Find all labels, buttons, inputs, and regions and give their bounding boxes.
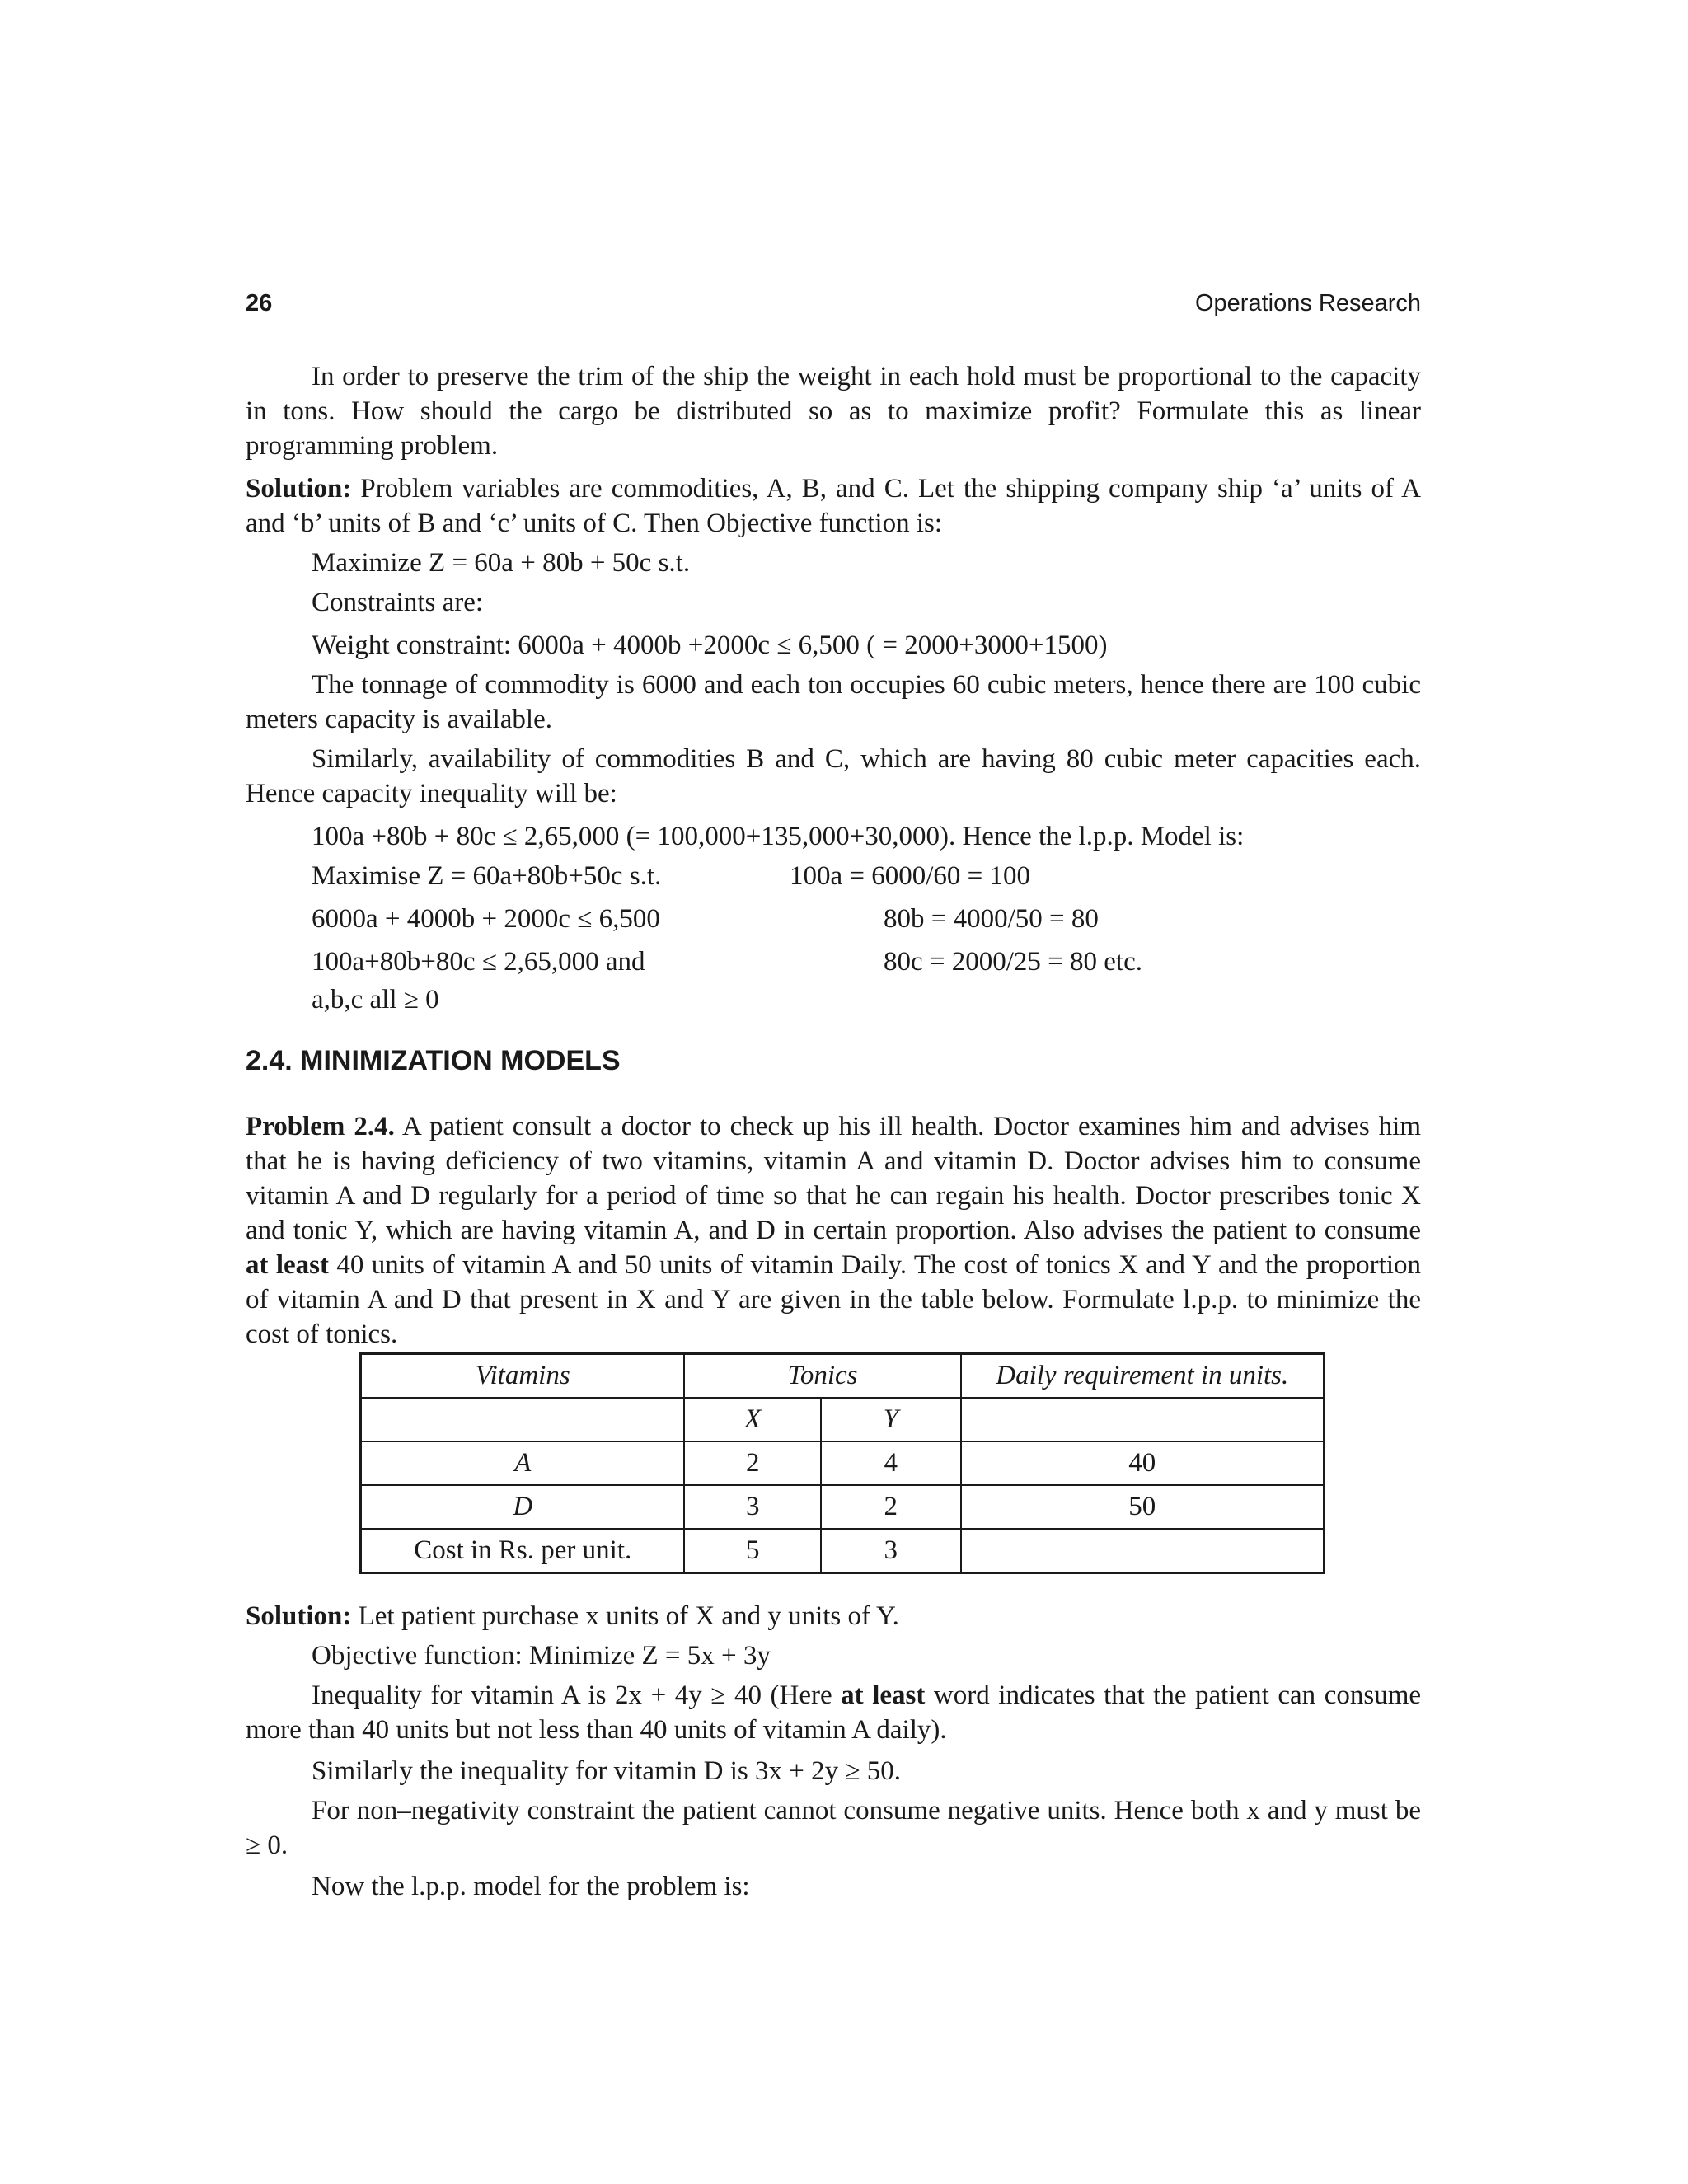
problem-statement	[246, 1109, 1421, 1352]
objective-maximize: Maximize Z = 60a + 80b + 50c s.t.	[312, 548, 691, 578]
header-tonics: Tonics	[684, 1354, 960, 1399]
model-capacity-constraint: 100a+80b+80c ≤ 2,65,000 and	[312, 947, 645, 977]
table-cell-empty	[961, 1398, 1325, 1441]
header-vitamins: Vitamins	[361, 1354, 685, 1399]
inequality-a-text-2: word indicates that the patient can consume more than 40 units but not less than 40 units of vitamin A daily).	[246, 1680, 1422, 1745]
calc-a: 100a = 6000/60 = 100	[790, 861, 1031, 891]
problem-label: Problem 2.4.	[246, 1112, 395, 1141]
solution-1-intro	[246, 471, 1421, 541]
solution-text: Problem variables are commodities, A, B, and C. Let the shipping company ship ‘a’ units of A and ‘b’ units of B and ‘c’ units of C. Then Objective function is:	[246, 474, 1421, 538]
table-row	[361, 1441, 1325, 1485]
solution-label: Solution:	[246, 474, 352, 504]
model-non-negativity: a,b,c all ≥ 0	[312, 985, 439, 1015]
problem-text-2: 40 units of vitamin A and 50 units of vitamin Daily. The cost of tonics X and Y and the proportion of vitamin A and D that present in X and Y are given in the table below. Formulate l.p.p. to minimize the cost of tonics.	[246, 1250, 1422, 1349]
row-label: A	[361, 1441, 685, 1485]
inequality-a-text-1: Inequality for vitamin A is 2x + 4y ≥ 40 (Here	[312, 1680, 832, 1710]
now-model-line: Now the l.p.p. model for the problem is:	[312, 1872, 750, 1901]
paragraph-trim: In order to preserve the trim of the ship the weight in each hold must be proportional to the capacity in tons. How should the cargo be distributed so as to maximize profit? Formulate this as linear programming problem.	[246, 362, 1421, 461]
constraints-label: Constraints are:	[312, 588, 484, 617]
calc-c: 80c = 2000/25 = 80 etc.	[884, 947, 1142, 977]
page-number: 26	[246, 290, 273, 316]
cell-x: 2	[684, 1441, 821, 1485]
table-row	[361, 1485, 1325, 1529]
inequality-vitamin-d: Similarly the inequality for vitamin D is 3x + 2y ≥ 50.	[312, 1756, 901, 1786]
solution-text: Let patient purchase x units of X and y units of Y.	[358, 1601, 899, 1631]
table-row	[361, 1529, 1325, 1573]
capacity-inequality: 100a +80b + 80c ≤ 2,65,000 (= 100,000+135,000+30,000). Hence the l.p.p. Model is:	[312, 822, 1245, 851]
cell-y: 3	[821, 1529, 961, 1573]
section-heading: 2.4. MINIMIZATION MODELS	[246, 1045, 621, 1076]
problem-text-1: A patient consult a doctor to check up his ill health. Doctor examines him and advises him that he is having deficiency of two vitamins, vitamin A and vitamin D. Doctor advises him to consume vitamin A and D regularly for a period of time so that he can regain his health. Doctor prescribes tonic X and tonic Y, which are having vitamin A, and D in certain proportion. Also advises the patient to consume	[246, 1112, 1422, 1245]
tonnage-paragraph: The tonnage of commodity is 6000 and each ton occupies 60 cubic meters, hence there are 100 cubic meters capacity is available.	[246, 670, 1421, 734]
vitamin-table	[359, 1352, 1325, 1574]
solution-2-intro	[246, 1599, 1421, 1633]
non-negativity-paragraph: For non–negativity constraint the patient cannot consume negative units. Hence both x and y must be ≥ 0.	[246, 1796, 1421, 1860]
calc-b: 80b = 4000/50 = 80	[884, 904, 1099, 934]
row-label: D	[361, 1485, 685, 1529]
cell-req	[961, 1529, 1325, 1573]
inequality-a-bold: at least	[841, 1680, 926, 1710]
header-y: Y	[821, 1398, 961, 1441]
cell-x: 3	[684, 1485, 821, 1529]
header-x: X	[684, 1398, 821, 1441]
objective-minimize: Objective function: Minimize Z = 5x + 3y	[312, 1641, 771, 1671]
model-objective: Maximise Z = 60a+80b+50c s.t.	[312, 861, 662, 891]
similarly-paragraph: Similarly, availability of commodities B and C, which are having 80 cubic meter capacities each. Hence capacity inequality will be:	[246, 744, 1421, 808]
inequality-vitamin-a	[246, 1678, 1421, 1747]
cell-y: 2	[821, 1485, 961, 1529]
cell-y: 4	[821, 1441, 961, 1485]
cell-req: 50	[961, 1485, 1325, 1529]
row-label: Cost in Rs. per unit.	[361, 1529, 685, 1573]
model-weight-constraint: 6000a + 4000b + 2000c ≤ 6,500	[312, 904, 660, 934]
running-header: Operations Research	[1194, 290, 1421, 316]
cell-x: 5	[684, 1529, 821, 1573]
header-daily: Daily requirement in units.	[961, 1354, 1325, 1399]
cell-req: 40	[961, 1441, 1325, 1485]
weight-constraint: Weight constraint: 6000a + 4000b +2000c ≤ 6,500 ( = 2000+3000+1500)	[312, 630, 1108, 660]
table-cell-empty	[361, 1398, 685, 1441]
solution-label: Solution:	[246, 1601, 352, 1631]
problem-bold: at least	[246, 1250, 329, 1280]
